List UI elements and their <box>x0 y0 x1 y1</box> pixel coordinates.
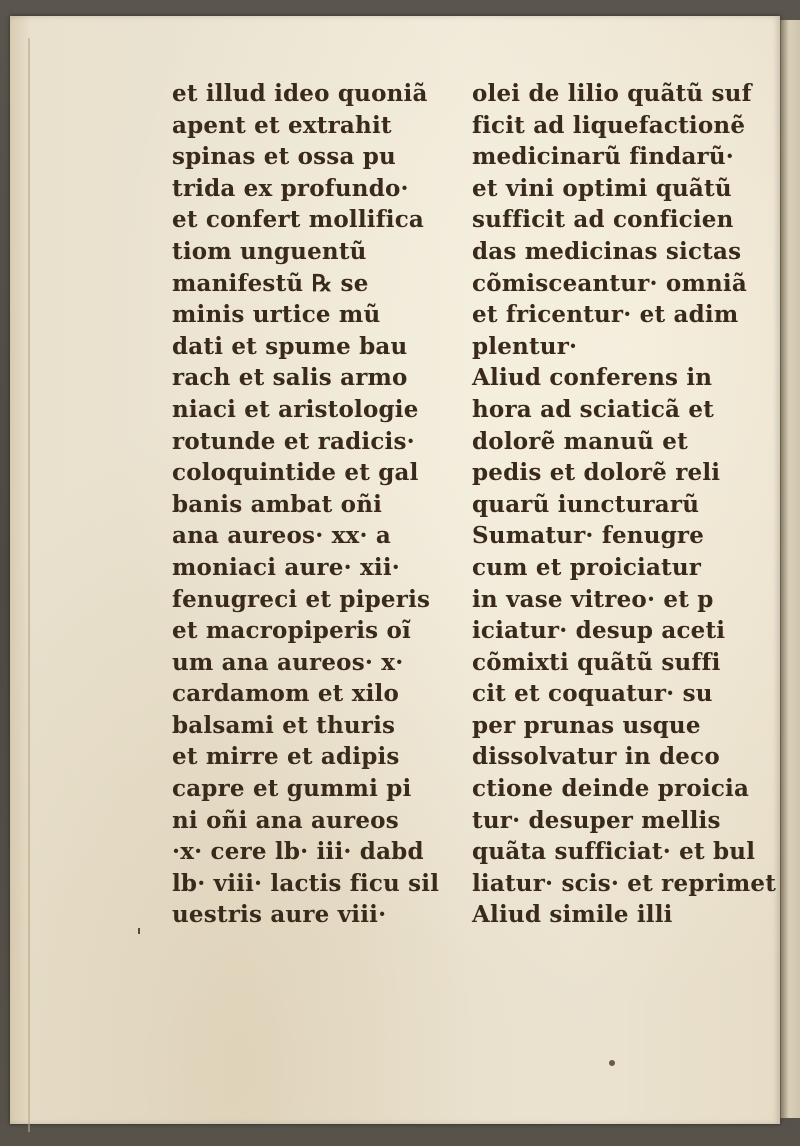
text-line: quãta sufficiat· et bul <box>472 838 756 866</box>
manuscript-page <box>10 16 780 1124</box>
text-line: et macropiperis oĩ <box>172 617 411 645</box>
ink-spot <box>609 1060 615 1066</box>
text-line: cõmixti quãtũ suffi <box>472 648 721 676</box>
text-line: dati et spume bau <box>172 332 408 360</box>
text-line: tiom unguentũ <box>172 237 367 265</box>
text-line: trida ex profundo· <box>172 174 409 202</box>
text-line: pedis et dolorẽ reli <box>472 459 721 487</box>
text-line: et illud ideo quoniã <box>172 80 428 107</box>
text-line: iciatur· desup aceti <box>472 617 726 645</box>
text-line: et confert mollifica <box>172 206 425 234</box>
text-line: liatur· scis· et reprimet <box>472 869 777 897</box>
ruling-line <box>28 38 30 1132</box>
left-text-column <box>172 78 472 931</box>
text-line: minis urtice mũ <box>172 301 381 329</box>
text-line: coloquintide et gal <box>172 459 419 487</box>
text-line: cõmisceantur· omniã <box>472 269 747 297</box>
text-line: medicinarũ findarũ· <box>472 143 734 171</box>
text-line: cit et coquatur· su <box>472 680 713 708</box>
margin-mark <box>138 928 140 934</box>
text-line: in vase vitreo· et p <box>472 585 714 613</box>
text-line: Aliud simile illi <box>472 901 673 929</box>
text-line: et fricentur· et adim <box>472 301 739 329</box>
text-line: lb· viii· lactis ficu sil <box>172 869 440 897</box>
text-line: um ana aureos· x· <box>172 648 404 676</box>
text-line: capre et gummi pi <box>172 775 412 803</box>
text-line: sufficit ad conficien <box>472 206 734 234</box>
text-line: Sumatur· fenugre <box>472 522 705 550</box>
text-line: banis ambat oñi <box>172 490 383 518</box>
text-line: ni oñi ana aureos <box>172 806 399 834</box>
text-line: rach et salis armo <box>172 364 408 392</box>
text-line: uestris aure viii· <box>172 901 387 929</box>
text-line: niaci et aristologie <box>172 395 419 423</box>
text-line: fenugreci et piperis <box>172 585 431 613</box>
text-line: cardamom et xilo <box>172 680 400 708</box>
text-line: dolorẽ manuũ et <box>472 427 688 455</box>
text-line: Aliud conferens in <box>472 364 713 392</box>
text-line: quarũ iuncturarũ <box>472 490 700 518</box>
text-line: ·x· cere lb· iii· dabd <box>172 838 424 866</box>
text-line: et mirre et adipis <box>172 743 400 771</box>
text-line: tur· desuper mellis <box>472 806 721 834</box>
text-line: olei de lilio quãtũ suf <box>472 80 752 107</box>
text-line: ana aureos· xx· a <box>172 522 391 550</box>
text-line: et vini optimi quãtũ <box>472 174 732 202</box>
text-line: balsami et thuris <box>172 711 396 739</box>
text-line: per prunas usque <box>472 711 701 739</box>
text-line: ficit ad liquefactionẽ <box>472 111 746 139</box>
text-line: ctione deinde proicia <box>472 775 750 803</box>
text-line: das medicinas sictas <box>472 237 742 265</box>
text-line: plentur· <box>472 332 578 360</box>
text-line: moniaci aure· xii· <box>172 553 400 581</box>
text-line: apent et extrahit <box>172 111 392 139</box>
text-line: hora ad sciaticã et <box>472 395 715 423</box>
text-line: spinas et ossa pu <box>172 143 396 171</box>
text-line: dissolvatur in deco <box>472 743 720 771</box>
text-line: manifestũ ℞ se <box>172 269 369 297</box>
right-text-column <box>472 78 777 931</box>
adjacent-page-edge <box>780 20 800 1118</box>
text-line: cum et proiciatur <box>472 553 702 581</box>
text-line: rotunde et radicis· <box>172 427 415 455</box>
